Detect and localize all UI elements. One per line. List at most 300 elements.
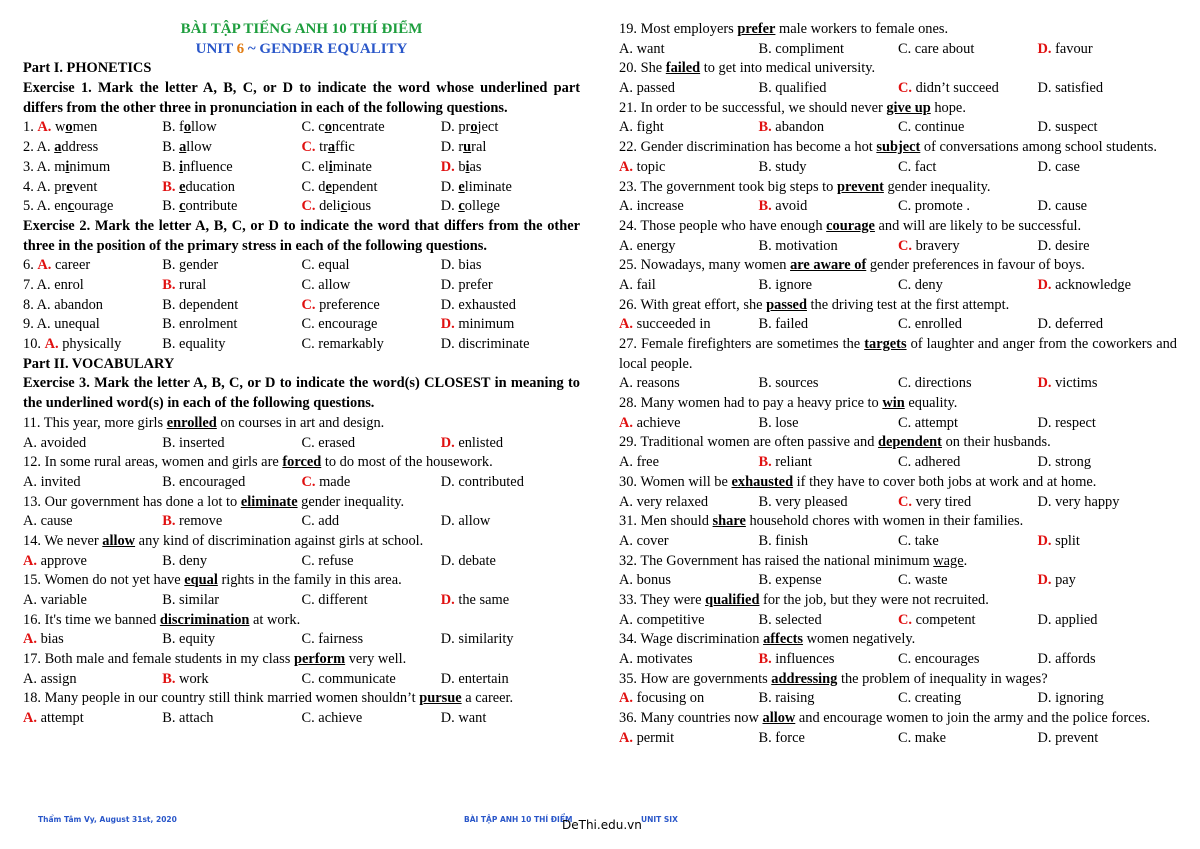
stem-text: women negatively. [803, 631, 916, 648]
option-letter: B. [162, 316, 176, 333]
option [759, 532, 899, 552]
option-text: strong [1051, 454, 1092, 471]
question-number: 1. [23, 119, 38, 136]
option-letter: B. [758, 729, 772, 746]
option-letter: C. [301, 277, 315, 293]
options-row [23, 670, 580, 690]
keyword: courage [826, 217, 875, 234]
option-letter: C. [301, 513, 315, 530]
option [898, 493, 1038, 513]
option-letter: D. [1037, 158, 1052, 175]
option-letter: C. [898, 316, 912, 333]
option [23, 434, 162, 454]
option-letter: B. [758, 651, 772, 668]
keyword: wage [933, 552, 964, 569]
options-row [23, 512, 580, 532]
underlined-part: e [179, 178, 186, 195]
option-text: communicate [314, 670, 396, 687]
left-column [23, 20, 580, 729]
keyword: allow [102, 532, 136, 549]
option [23, 296, 162, 316]
option-letter: B. [758, 276, 772, 293]
option [302, 276, 441, 296]
option-text: remarkably [314, 336, 384, 353]
option-text: influences [771, 651, 835, 668]
option-letter: C. [898, 572, 912, 589]
option [162, 296, 301, 316]
underlined-part: o [183, 119, 192, 136]
keyword: discrimination [159, 611, 250, 628]
option-text: add [314, 513, 340, 530]
underlined-part: c [340, 198, 348, 215]
option-text: bravery [912, 237, 960, 254]
option-text: the same [454, 592, 510, 609]
option-text: deny [911, 276, 943, 293]
question-number: 9. [23, 316, 37, 333]
option-letter: A. [619, 316, 633, 333]
option [302, 552, 441, 572]
option [302, 256, 441, 276]
option-text: free [633, 454, 659, 471]
option-text: attempt [37, 710, 84, 727]
question-row [23, 138, 580, 158]
option-text: nimum [69, 158, 111, 175]
keyword: prefer [737, 21, 776, 37]
option [759, 237, 899, 257]
option-text: attach [175, 710, 214, 727]
option-text: competitive [633, 611, 705, 628]
option-letter: D. [1037, 611, 1052, 628]
option-letter: A. [619, 119, 633, 136]
option-letter: D. [440, 198, 455, 215]
options-row [23, 591, 580, 611]
option-text: approve [37, 552, 87, 569]
options-row [619, 158, 1177, 178]
option-text: physically [58, 336, 122, 353]
option-letter: A. [37, 257, 52, 274]
option-text: nfluence [183, 158, 233, 175]
question-number: 2. [23, 139, 37, 156]
option-text: increase [633, 198, 684, 215]
option-letter: D. [1037, 532, 1052, 549]
option-letter: C. [898, 532, 912, 549]
questions-left [23, 414, 580, 729]
underlined-part: i [179, 158, 184, 175]
underlined-part: e [325, 178, 332, 195]
option [898, 729, 1038, 749]
option [1038, 40, 1178, 60]
stem-text: of laughter and anger from the coworkers and local people. [619, 336, 1177, 372]
keyword: exhausted [731, 473, 794, 490]
option-letter: B. [758, 198, 772, 215]
option-letter: C. [301, 198, 316, 215]
option-text: care about [911, 40, 975, 57]
option-letter: C. [898, 80, 912, 97]
option [898, 532, 1038, 552]
option-text: dependent [175, 296, 239, 313]
option [619, 40, 759, 60]
option [23, 256, 162, 276]
option-text: different [314, 592, 368, 609]
option-text: encourages [911, 651, 980, 668]
option [441, 178, 580, 198]
option-text: men [72, 119, 98, 136]
option [302, 158, 441, 178]
stem-text: 18. Many people in our country still think married women shouldn’t [23, 690, 420, 707]
options-row [23, 315, 580, 335]
option-letter: D. [1037, 40, 1052, 57]
option-text: continue [911, 119, 965, 136]
stem-text: 30. Women will be [619, 473, 732, 490]
options-row [23, 335, 580, 355]
option [441, 335, 580, 355]
option-text: make [911, 729, 946, 746]
option-text: tr [315, 139, 328, 156]
right-column [619, 20, 1177, 749]
option-text: expense [771, 572, 822, 589]
stem-text: of conversations among school students. [920, 139, 1157, 156]
option [23, 178, 162, 198]
option [898, 158, 1038, 178]
option [302, 118, 441, 138]
stem-text: 14. We never [23, 532, 103, 549]
option [1038, 650, 1178, 670]
option [441, 552, 580, 572]
option [619, 79, 759, 99]
question-number: 10. [23, 336, 45, 353]
option-text: as [469, 158, 482, 175]
option [619, 158, 759, 178]
option [759, 729, 899, 749]
underlined-part: a [327, 139, 336, 156]
option-letter: C. [898, 493, 912, 510]
option [1038, 237, 1178, 257]
option-letter: A. [619, 198, 633, 215]
option [23, 118, 162, 138]
stem-text: to get into medical university. [700, 60, 876, 77]
options-row [23, 473, 580, 493]
option-text: suspect [1051, 119, 1098, 136]
option-text: respect [1051, 414, 1096, 431]
option-text: vent [72, 178, 98, 195]
option-letter: B. [162, 336, 176, 353]
option [441, 197, 580, 217]
option [302, 138, 441, 158]
question-stem [619, 630, 1177, 650]
option [619, 650, 759, 670]
options-row [619, 276, 1177, 296]
option-letter: A. [23, 473, 37, 490]
option-letter: A. [36, 296, 51, 313]
option [302, 709, 441, 729]
question-row [23, 178, 580, 198]
option-letter: C. [301, 178, 315, 195]
option-text: desire [1051, 237, 1090, 254]
page-title: BÀI TẬP TIẾNG ANH 10 THÍ ĐIỂM [180, 21, 423, 37]
option-text: entertain [454, 670, 509, 687]
stem-text: 29. Traditional women are often passive and [619, 434, 878, 451]
question-row [23, 118, 580, 138]
question-stem [619, 591, 1177, 611]
option [619, 493, 759, 513]
option-letter: B. [162, 631, 176, 648]
keyword: equal [184, 572, 218, 589]
option-text: focusing on [633, 690, 705, 707]
option-text: similarity [454, 631, 514, 648]
option-text: r [454, 139, 464, 156]
stem-text: hope. [930, 99, 966, 116]
option-letter: D. [440, 178, 455, 195]
option [898, 40, 1038, 60]
option-text: c [314, 119, 325, 136]
option-letter: A. [44, 336, 59, 353]
stem-text: 36. Many countries now [619, 710, 763, 727]
question-stem [23, 414, 580, 434]
option [1038, 453, 1178, 473]
underlined-part: e [66, 178, 73, 195]
option [162, 552, 301, 572]
option [619, 453, 759, 473]
option-text: fairness [314, 631, 364, 648]
option-letter: D. [440, 670, 455, 687]
option-text: encourage [314, 316, 378, 333]
option-letter: A. [619, 414, 633, 431]
exercise2-list [23, 256, 580, 354]
option-text: bonus [633, 572, 671, 589]
option [441, 296, 580, 316]
question-stem [619, 99, 1177, 119]
option-letter: D. [440, 631, 455, 648]
option-text: qualified [771, 80, 827, 97]
option-text: inserted [175, 434, 225, 451]
option [162, 434, 301, 454]
option-letter: D. [440, 257, 455, 274]
option [619, 315, 759, 335]
stem-text: if they have to cover both jobs at work and at home. [793, 473, 1097, 490]
option-text: ourage [74, 198, 114, 215]
option [23, 473, 162, 493]
option-text: bias [37, 631, 64, 648]
stem-text: 33. They were [619, 592, 706, 608]
option-letter: B. [758, 611, 772, 628]
option-letter: C. [898, 729, 912, 746]
option-letter: A. [23, 670, 37, 687]
option-letter: A. [36, 198, 51, 215]
option-text: promote . [911, 198, 970, 215]
option-text: victims [1051, 375, 1098, 392]
option-text: bias [454, 257, 482, 274]
stem-text: any kind of discrimination against girls at school. [135, 532, 424, 549]
option [898, 276, 1038, 296]
stem-text: 12. In some rural areas, women and girls are [23, 454, 283, 471]
option-letter: A. [619, 611, 633, 628]
option [23, 315, 162, 335]
option [23, 709, 162, 729]
option-text: avoid [771, 198, 808, 215]
option-letter: A. [36, 158, 51, 175]
question-stem [23, 453, 580, 473]
option-letter: D. [1037, 198, 1052, 215]
option-text: satisfied [1051, 80, 1104, 97]
option-letter: B. [758, 80, 772, 97]
option-text: creating [911, 690, 962, 707]
option-text: split [1051, 532, 1080, 549]
exercise2-instruction: Exercise 2. Mark the letter A, B, C, or D to indicate the word that differs from the other three in the position of the primary stress in each of the following questions. [23, 217, 580, 254]
question-stem [23, 689, 580, 709]
option [898, 611, 1038, 631]
option [759, 611, 899, 631]
underlined-part: i [328, 158, 333, 175]
stem-text: a career. [461, 690, 514, 707]
question-stem [23, 493, 580, 513]
option-letter: A. [619, 276, 633, 293]
option-text: cause [37, 513, 73, 530]
option-text: ncentrate [331, 119, 385, 136]
option-letter: D. [440, 296, 455, 313]
option [619, 276, 759, 296]
options-row [23, 552, 580, 572]
option-letter: B. [162, 434, 176, 451]
option-text: very relaxed [633, 493, 709, 510]
option-letter: C. [301, 119, 315, 136]
question-stem [619, 473, 1177, 493]
stem-text: 13. Our government has done a lot to [23, 493, 241, 510]
option-text: raising [771, 690, 815, 707]
option-letter: B. [758, 454, 772, 471]
option [441, 512, 580, 532]
option [23, 158, 162, 178]
option-letter: C. [898, 690, 912, 707]
option-letter: D. [1037, 651, 1052, 668]
option [23, 670, 162, 690]
option-text: abandon [50, 296, 103, 313]
stem-text: 22. Gender discrimination has become a hot [619, 139, 877, 156]
option-letter: C. [898, 651, 912, 668]
question-stem [619, 709, 1177, 729]
option-text: abandon [771, 119, 825, 136]
stem-text: to do most of the housework. [321, 454, 493, 471]
option [898, 79, 1038, 99]
question-number: 3. [23, 158, 37, 175]
option [759, 414, 899, 434]
options-row [23, 296, 580, 316]
option [759, 40, 899, 60]
option-letter: C. [898, 198, 912, 215]
keyword: addressing [771, 670, 838, 687]
option-letter: B. [758, 690, 772, 707]
stem-text: 20. She [619, 60, 666, 77]
option-text: selected [771, 611, 822, 628]
option-text: applied [1051, 611, 1098, 628]
option [619, 197, 759, 217]
option-letter: C. [898, 158, 912, 175]
option-letter: B. [758, 237, 772, 254]
stem-text: on courses in art and design. [216, 414, 385, 431]
option-letter: B. [162, 710, 176, 727]
option-text: minimum [454, 316, 515, 333]
option [619, 532, 759, 552]
option-letter: D. [440, 473, 455, 490]
stem-text: 28. Many women had to pay a heavy price to [619, 395, 883, 412]
keyword: targets [864, 336, 907, 353]
option-text: minate [332, 158, 372, 175]
option-text: exhausted [454, 296, 516, 313]
option-letter: A. [23, 592, 37, 609]
stem-text: equality. [904, 395, 958, 412]
option-text: invited [37, 473, 81, 490]
option-text: allow [454, 513, 491, 530]
keyword: passed [766, 296, 807, 313]
option-text: want [454, 710, 487, 727]
option-letter: B. [162, 670, 176, 687]
option-letter: D. [440, 139, 455, 156]
option-letter: B. [758, 572, 772, 589]
stem-text: 17. Both male and female students in my class [23, 651, 294, 668]
option-letter: C. [301, 552, 315, 569]
option-letter: C. [301, 158, 315, 175]
options-row [619, 79, 1177, 99]
stem-text: on their husbands. [941, 434, 1051, 451]
stem-text: 24. Those people who have enough [619, 217, 827, 234]
option-letter: A. [619, 40, 633, 57]
option-letter: B. [162, 158, 176, 175]
question-stem [23, 532, 580, 552]
option [759, 79, 899, 99]
option [898, 315, 1038, 335]
option [441, 118, 580, 138]
option-text: preference [315, 296, 380, 313]
option [759, 650, 899, 670]
option-text: ducation [185, 178, 236, 195]
underlined-part: e [458, 178, 465, 195]
option-text: topic [633, 158, 666, 175]
option-text: failed [771, 316, 809, 333]
options-row [23, 709, 580, 729]
option-text: prefer [454, 277, 493, 293]
option-text: competent [912, 611, 976, 628]
option-text: achieve [633, 414, 681, 431]
option [898, 650, 1038, 670]
option-text: contributed [454, 473, 524, 490]
options-row [619, 571, 1177, 591]
option-letter: B. [162, 513, 176, 530]
option-letter: B. [162, 277, 176, 293]
question-stem [619, 138, 1177, 158]
option-letter: B. [162, 592, 176, 609]
option-text: enlisted [454, 434, 504, 451]
option-text: passed [633, 80, 675, 97]
option-text: refuse [314, 552, 354, 569]
option-text: motivation [771, 237, 838, 254]
option-text: didn’t succeed [912, 80, 999, 97]
option [898, 453, 1038, 473]
option-text: equal [314, 257, 350, 274]
option [619, 118, 759, 138]
option [759, 493, 899, 513]
part1-heading: Part I. PHONETICS [23, 60, 152, 77]
option [162, 276, 301, 296]
option-letter: C. [301, 434, 315, 451]
keyword: qualified [705, 592, 760, 608]
option [619, 374, 759, 394]
question-stem [619, 433, 1177, 453]
option-text: deferred [1051, 316, 1104, 333]
option [1038, 315, 1178, 335]
option-letter: D. [440, 336, 455, 353]
option-text: ral [471, 139, 487, 156]
option [1038, 414, 1178, 434]
underlined-part: u [463, 139, 472, 156]
